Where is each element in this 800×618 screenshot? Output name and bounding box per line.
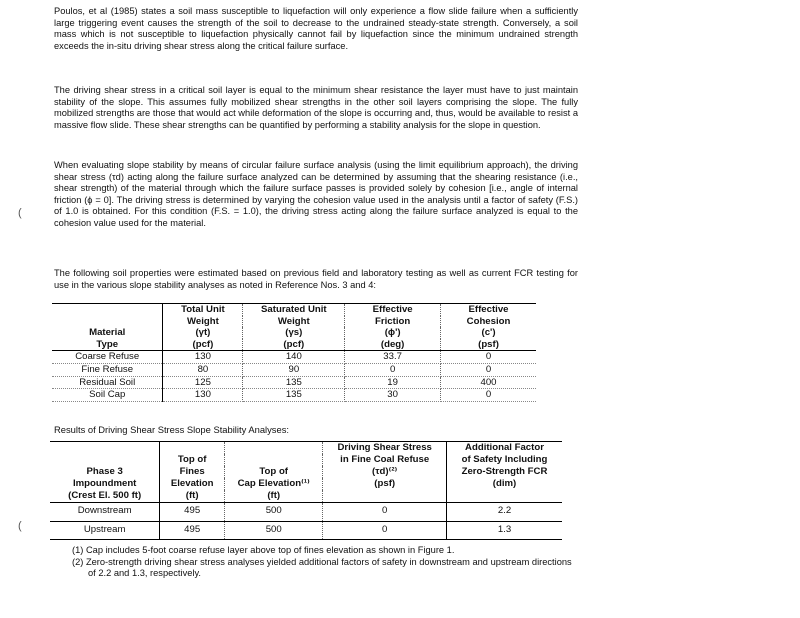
table1-header-cell: (ϕ') <box>345 327 441 339</box>
table2-cell: Upstream <box>50 521 160 540</box>
table1-header-cell: (γs) <box>243 327 345 339</box>
footnotes <box>72 545 582 580</box>
table2-cell: 495 <box>160 503 225 522</box>
table1-cell: 0 <box>441 389 536 402</box>
table1-header-cell <box>52 304 163 316</box>
table2-header-cell: Top of <box>225 466 323 478</box>
table2-header-cell: (dim) <box>492 478 517 490</box>
table1-cell: 19 <box>345 376 441 389</box>
table2-cell: 2.2 <box>447 503 563 522</box>
table2-header-cell: Top of <box>160 454 225 466</box>
table-row <box>52 389 536 402</box>
table2-header-cell <box>50 454 160 466</box>
table-row <box>50 503 562 522</box>
table1-cell: 33.7 <box>345 351 441 364</box>
table2-cell: Downstream <box>50 503 160 522</box>
table2-header-cell: (psf) <box>323 478 447 490</box>
table2-header-cell: (Crest El. 500 ft) <box>50 490 160 503</box>
table1-header-cell: (psf) <box>441 339 536 351</box>
table1-cell: Coarse Refuse <box>52 351 163 364</box>
table1-cell: 0 <box>441 363 536 376</box>
table1-cell: 130 <box>163 389 243 402</box>
table2-cell: 500 <box>225 503 323 522</box>
table2-header-cell <box>323 490 447 503</box>
table2-header-cell: in Fine Coal Refuse <box>323 454 447 466</box>
table1-header-cell: Weight <box>243 316 345 328</box>
paragraph-slope-stability: When evaluating slope stability by means of circular failure surface analysis (using the limit equilibrium approach), the driving shear stress (τd) acting along the failure surface analyzed can be determined by assuming that the shearing resistance (i.e., shear strength) of the material through which the failure surface passes is provided solely by cohesion [i.e., angle of internal friction (ϕ = 0]. The driving stress is determined by varying the cohesion value used in the analysis until a factor of safety (F.S.) of 1.0 is obtained. For this condition (F.S. = 1.0), the driving stress acting along the failure surface analyzed is equal to the cohesion value used for the material. <box>54 160 578 228</box>
table1-header-cell: Total Unit <box>163 304 243 316</box>
table2-header-cell: Impoundment <box>50 478 160 490</box>
table1-header-cell: Weight <box>163 316 243 328</box>
table2-header-cell: Elevation <box>160 478 225 490</box>
driving-shear-results-table <box>50 441 562 540</box>
table1-header-cell: (γt) <box>163 327 243 339</box>
table2-header-cell: Cap Elevation⁽¹⁾ <box>225 478 323 490</box>
table2-cell: 500 <box>225 521 323 540</box>
table1-header-cell <box>52 316 163 328</box>
table1-cell: 400 <box>441 376 536 389</box>
table1-header-cell: (deg) <box>345 339 441 351</box>
table2-header-cell: Zero-Strength FCR <box>461 466 548 478</box>
table-row <box>52 351 536 364</box>
table1-cell: 125 <box>163 376 243 389</box>
table1-cell: 30 <box>345 389 441 402</box>
table1-cell: 0 <box>345 363 441 376</box>
table1-header-cell: Effective <box>468 304 509 315</box>
table1-cell: Residual Soil <box>52 376 163 389</box>
table1-header-cell: Saturated Unit <box>243 304 345 316</box>
table2-header-cell <box>160 442 225 455</box>
table2-cell: 495 <box>160 521 225 540</box>
table1-header-cell: Material <box>52 327 163 339</box>
table2-cell: 0 <box>323 503 447 522</box>
results-caption: Results of Driving Shear Stress Slope Stability Analyses: <box>54 424 290 435</box>
table1-header-cell: Friction <box>345 316 441 328</box>
table-row <box>50 521 562 540</box>
soil-properties-table <box>52 303 536 402</box>
table1-header-cell: Effective <box>345 304 441 316</box>
table1-cell: 130 <box>163 351 243 364</box>
table-row <box>52 376 536 389</box>
table1-cell: 135 <box>243 389 345 402</box>
table2-header-cell <box>447 490 563 503</box>
footnote-2: (2) Zero-strength driving shear stress analyses yielded additional factors of safety in downstream and upstream directions of 2.2 and 1.3, respectively. <box>72 556 572 579</box>
table2-header-cell: (ft) <box>225 490 323 503</box>
table2-header-cell: (τd)⁽²⁾ <box>323 466 447 478</box>
table1-cell: Fine Refuse <box>52 363 163 376</box>
table2-header-cell <box>225 442 323 455</box>
table2-header-cell <box>50 442 160 455</box>
paragraph-liquefaction: Poulos, et al (1985) states a soil mass susceptible to liquefaction will only experience a flow slide failure when a sufficiently large triggering event causes the strength of the soil to decrease to the undrained steady-state strength. Conversely, a soil mass which is not susceptible to liquefaction physically cannot fail by liquefaction since the minimum undrained strength exceeds the in-situ driving shear stress along the critical failure surface. <box>54 6 578 51</box>
paragraph-driving-shear: The driving shear stress in a critical soil layer is equal to the minimum shear resistance the layer must have to just maintain stability of the slope. This assumes fully mobilized shear strengths in the other soil layers comprising the slope. The fully mobilized strengths are those that would act while deformation of the slope is occurring and, thus, would be available to resist a massive flow slide. These shear strengths can be quantified by performing a stability analysis for the slope in question. <box>54 85 578 130</box>
table2-header-cell: (ft) <box>160 490 225 503</box>
table1-cell: 80 <box>163 363 243 376</box>
table1-cell: 140 <box>243 351 345 364</box>
table1-cell: 90 <box>243 363 345 376</box>
table1-header-cell: Cohesion <box>466 315 511 327</box>
table1-header-cell: (pcf) <box>163 339 243 351</box>
table1-header-cell: Type <box>52 339 163 351</box>
margin-mark: ( <box>18 207 22 219</box>
footnote-1: (1) Cap includes 5-foot coarse refuse layer above top of fines elevation as shown in Figure 1. <box>72 545 455 555</box>
table1-cell: Soil Cap <box>52 389 163 402</box>
table1-cell: 135 <box>243 376 345 389</box>
table2-header-cell: of Safety Including <box>461 454 548 466</box>
table2-cell: 0 <box>323 521 447 540</box>
table2-header-cell: Driving Shear Stress <box>323 442 447 455</box>
table2-header-cell: Additional Factor <box>465 442 544 454</box>
table1-cell: 0 <box>441 351 536 364</box>
table2-header-cell: Fines <box>160 466 225 478</box>
paragraph-soil-properties-intro: The following soil properties were estimated based on previous field and laboratory testing as well as current FCR testing for use in the various slope stability analyses as noted in Reference Nos. 3 and 4: <box>54 268 578 290</box>
table1-header-cell: (c') <box>481 327 496 339</box>
table2-header-cell: Phase 3 <box>50 466 160 478</box>
margin-mark: ( <box>18 520 22 532</box>
table1-header-cell: (pcf) <box>243 339 345 351</box>
table2-cell: 1.3 <box>447 521 563 540</box>
table2-header-cell <box>225 454 323 466</box>
table-row <box>52 363 536 376</box>
